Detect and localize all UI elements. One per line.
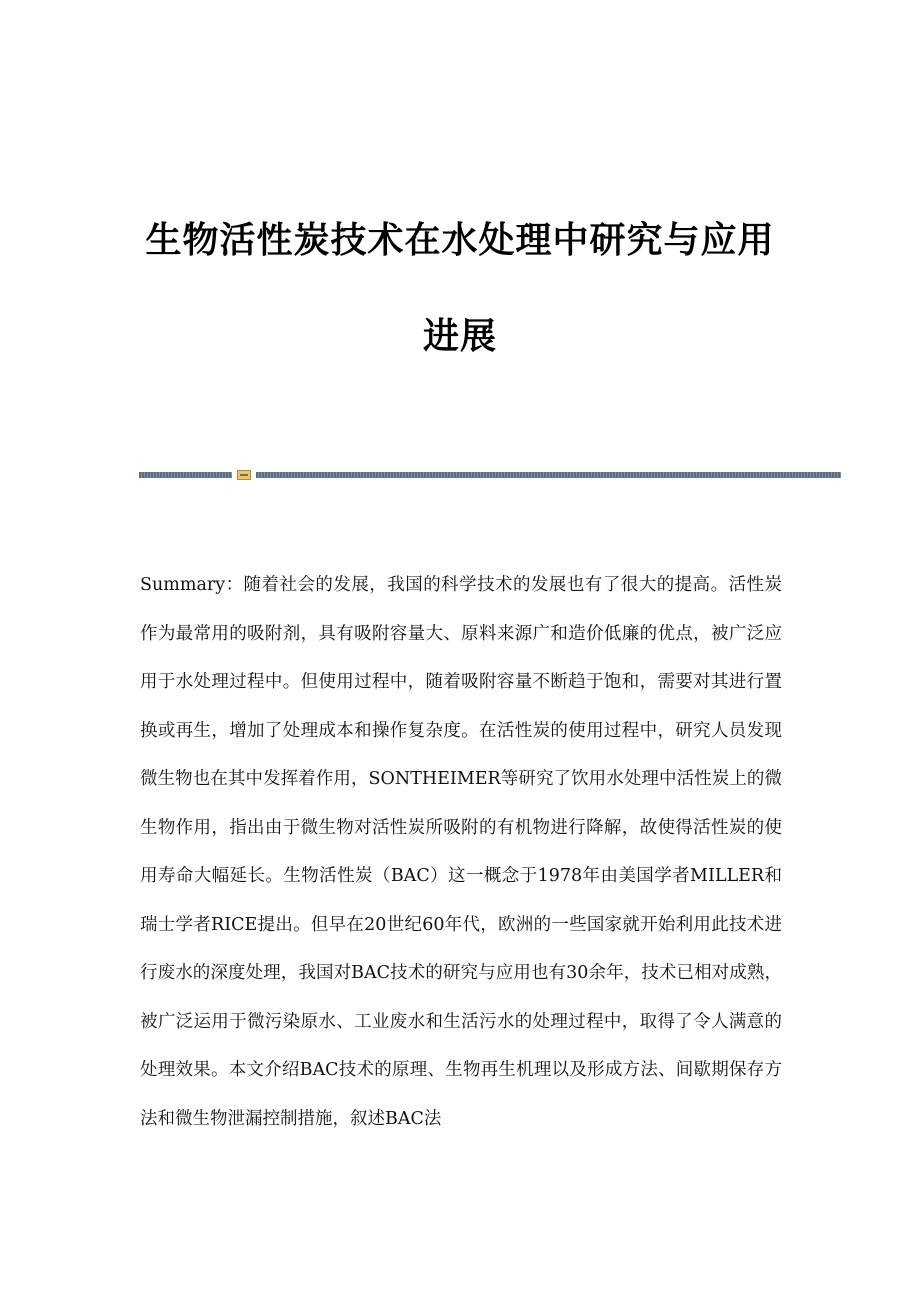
document-title-line1: 生物活性炭技术在水处理中研究与应用 <box>145 219 775 261</box>
divider-bar-right <box>256 472 841 478</box>
section-divider <box>139 470 841 480</box>
divider-ornament-icon <box>237 470 251 480</box>
document-title-line2: 进展 <box>422 315 497 357</box>
divider-bar-left <box>139 472 232 478</box>
summary-paragraph: Summary：随着社会的发展，我国的科学技术的发展也有了很大的提高。活性炭作为最常用的吸附剂，具有吸附容量大、原料来源广和造价低廉的优点，被广泛应用于水处理过程中。但使用过程中，随着吸附容量不断趋于饱和，需要对其进行置换或再生，增加了处理成本和操作复杂度。在活性炭的使用过程中，研究人员发现微生物也在其中发挥着作用，SONTHEIMER等研究了饮用水处理中活性炭上的微生物作用，指出由于微生物对活性炭所吸附的有机物进行降解，故使得活性炭的使用寿命大幅延长。生物活性炭（BAC）这一概念于1978年由美国学者MILLER和瑞士学者RICE提出。但早在20世纪60年代，欧洲的一些国家就开始利用此技术进行废水的深度处理，我国对BAC技术的研究与应用也有30余年，技术已相对成熟，被广泛运用于微污染原水、工业废水和生活污水的处理过程中，取得了令人满意的处理效果。本文介绍BAC技术的原理、生物再生机理以及形成方法、间歇期保存方法和微生物泄漏控制措施，叙述BAC法 <box>140 575 782 1129</box>
